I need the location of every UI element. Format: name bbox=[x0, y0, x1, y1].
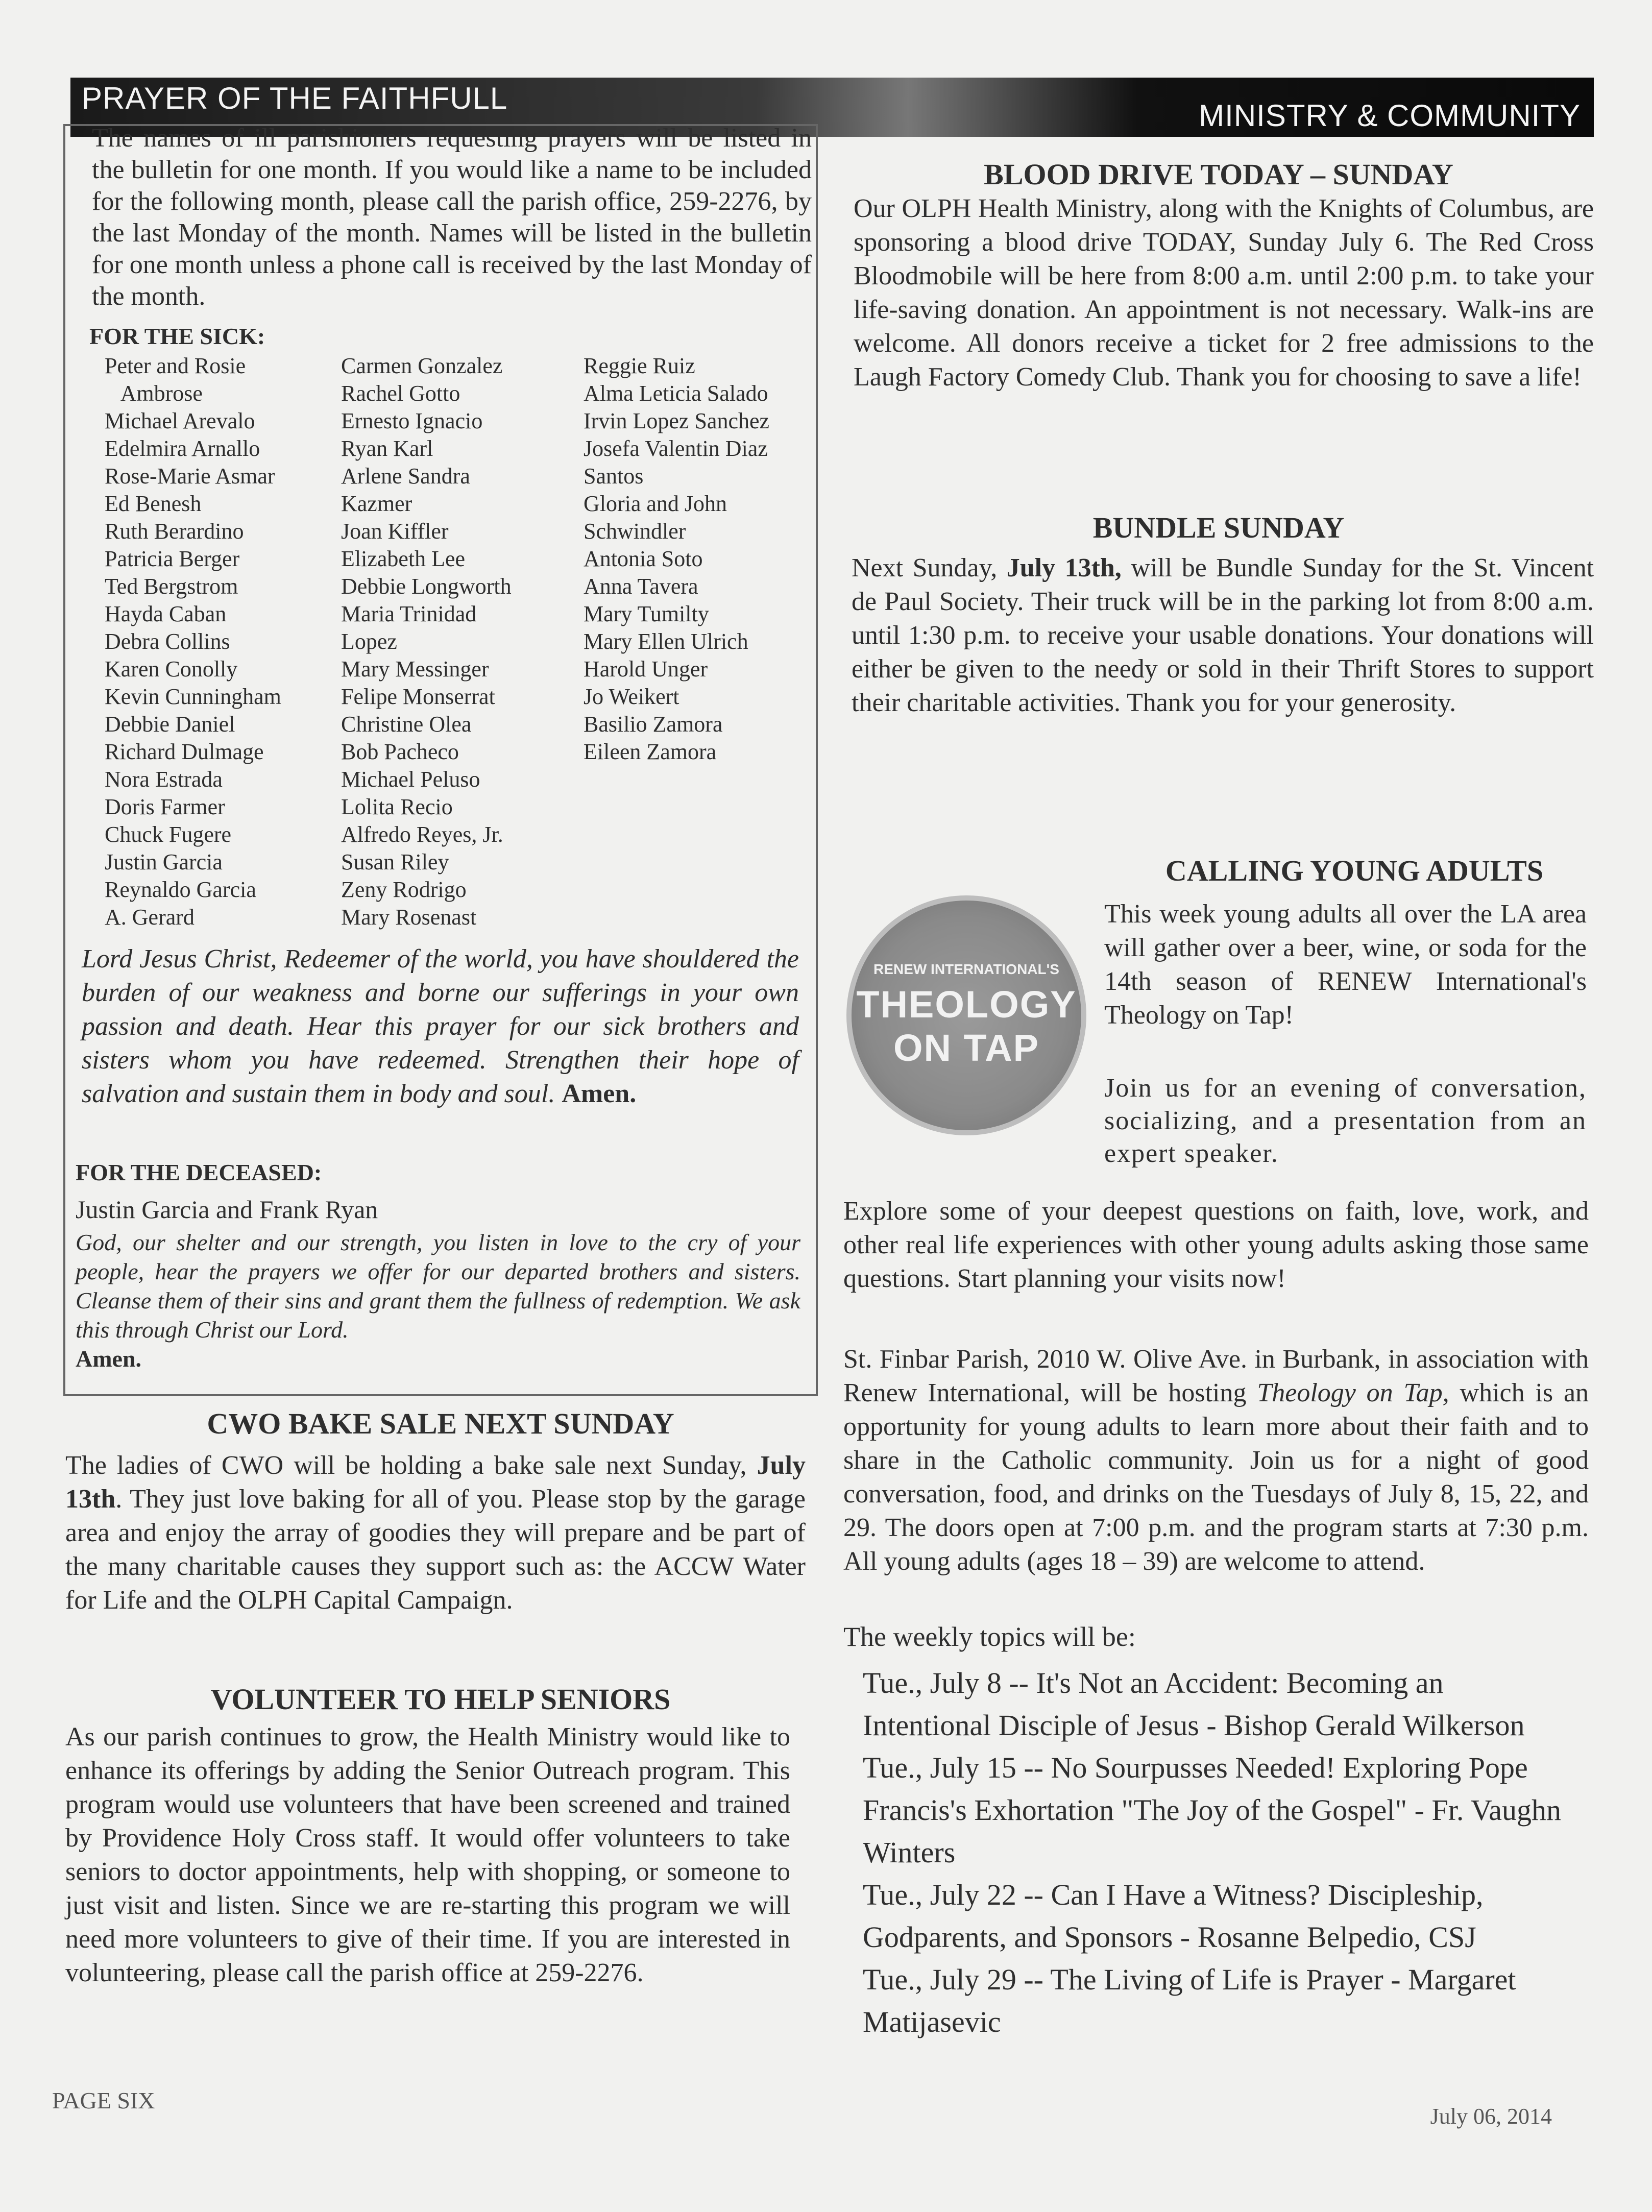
sick-name: Michael Arevalo bbox=[105, 408, 255, 433]
sick-column-3 bbox=[584, 352, 813, 766]
young-adults-heading: CALLING YOUNG ADULTS bbox=[1165, 854, 1544, 887]
volunteer-text: As our parish continues to grow, the Health Ministry would like to enhance its offerings by adding the Senior Outreach program. This program would use volunteers that have been screened and trained by Providence Holy Cross staff. It would offer volunteers to take seniors to doctor appointments, help with shopping, or someone to just visit and listen. Since we are re-starting this program we will need more volunteers to give of their time. If you are interested in volunteering, please call the parish office at 259-2276. bbox=[65, 1722, 790, 1987]
sick-name: Jo Weikert bbox=[584, 684, 679, 709]
sick-name: Eileen Zamora bbox=[584, 739, 717, 764]
sick-name: Karen Conolly bbox=[105, 657, 238, 682]
sick-label: FOR THE SICK: bbox=[89, 323, 265, 349]
sick-name: Bob Pacheco bbox=[341, 739, 459, 764]
sick-name: Hayda Caban bbox=[105, 601, 227, 626]
sick-name: Patricia Berger bbox=[105, 546, 240, 571]
sick-name: A. Gerard bbox=[105, 905, 195, 930]
bundle-heading: BUNDLE SUNDAY bbox=[1092, 511, 1345, 544]
sick-name: Gloria and John bbox=[584, 491, 727, 516]
sick-name: Harold Unger bbox=[584, 657, 708, 682]
topics-label: The weekly topics will be: bbox=[843, 1621, 1136, 1652]
topic-item: Tue., July 15 -- No Sourpusses Needed! Exploring Pope Francis's Exhortation "The Joy of the Gospel" - Fr. Vaughn Winters bbox=[863, 1751, 1562, 1869]
sick-name: Reggie Ruiz bbox=[584, 353, 695, 378]
sick-name: Rachel Gotto bbox=[341, 381, 460, 406]
sick-name: Alfredo Reyes, Jr. bbox=[341, 822, 503, 847]
deceased-prayer: God, our shelter and our strength, you listen in love to the cry of your people, hear the prayers we offer for our departed brothers and sisters. Cleanse them of their sins and grant them the fullness of redemption. We ask this through Christ our Lord. Amen. bbox=[76, 1229, 800, 1372]
sick-name: Felipe Monserrat bbox=[341, 684, 495, 709]
topic-item: Tue., July 29 -- The Living of Life is Prayer - Margaret Matijasevic bbox=[863, 1963, 1516, 2038]
sick-name: Maria Trinidad bbox=[341, 601, 477, 626]
sick-name: Anna Tavera bbox=[584, 574, 698, 599]
sick-name: Mary Ellen Ulrich bbox=[584, 629, 748, 654]
sick-name: Joan Kiffler bbox=[341, 519, 449, 544]
sick-name: Peter and Rosie bbox=[105, 353, 246, 378]
volunteer-heading: VOLUNTEER TO HELP SENIORS bbox=[210, 1683, 671, 1716]
blood-drive-text: Our OLPH Health Ministry, along with the Knights of Columbus, are sponsoring a blood drive TODAY, Sunday July 6. The Red Cross Bloodmobile will be here from 8:00 a.m. until 2:00 p.m. to take your life-saving donation. An appointment is not necessary. Walk-ins are welcome. All donors receive a ticket for 2 free admissions to the Laugh Factory Comedy Club. Thank you for choosing to save a life! bbox=[854, 194, 1594, 392]
sick-prayer: Lord Jesus Christ, Redeemer of the world, you have shouldered the burden of our weakness and borne our sufferings in your own passion and death. Hear this prayer for our sick brothers and sisters whom you have redeemed. Strengthen their hope of salvation and sustain them in body and soul. Amen. bbox=[82, 944, 799, 1108]
logo-line2: ON TAP bbox=[893, 1027, 1040, 1069]
sick-name: Irvin Lopez Sanchez bbox=[584, 408, 770, 433]
sick-name: Reynaldo Garcia bbox=[105, 877, 256, 902]
cwo-heading: CWO BAKE SALE NEXT SUNDAY bbox=[207, 1407, 674, 1440]
logo-line1: THEOLOGY bbox=[856, 983, 1077, 1026]
sick-name: Nora Estrada bbox=[105, 767, 223, 792]
topics-list bbox=[863, 1662, 1577, 2043]
sick-name: Ed Benesh bbox=[105, 491, 202, 516]
sick-name: Debbie Daniel bbox=[105, 712, 235, 737]
cwo-text: The ladies of CWO will be holding a bake sale next Sunday, July 13th. They just love baking for all of you. Please stop by the garage area and enjoy the array of goodies they will prepare and be part of the many charitable causes they support such as: the ACCW Water for Life and the OLPH Capital Campaign. bbox=[65, 1451, 806, 1615]
sick-name: Zeny Rodrigo bbox=[341, 877, 467, 902]
sick-name: Kevin Cunningham bbox=[105, 684, 281, 709]
sick-name: Arlene Sandra bbox=[341, 464, 470, 489]
sick-name: Lopez bbox=[341, 629, 397, 654]
sick-name: Justin Garcia bbox=[105, 849, 223, 874]
sick-name: Michael Peluso bbox=[341, 767, 480, 792]
bundle-text: Next Sunday, July 13th, will be Bundle Sunday for the St. Vincent de Paul Society. Their truck will be in the parking lot from 8:00 a.m. until 1:30 p.m. to receive your usable donations. Your donations will either be given to the needy or sold in their Thrift Stores to support their charitable activities. Thank you for your generosity. bbox=[852, 553, 1594, 717]
sick-name: Mary Rosenast bbox=[341, 905, 477, 930]
sick-name: Ted Bergstrom bbox=[105, 574, 238, 599]
sick-name: Mary Messinger bbox=[341, 657, 489, 682]
sick-name: Ruth Berardino bbox=[105, 519, 244, 544]
prayer-intro: The names of ill parishioners requesting prayers will be listed in the bulletin for one month. If you would like a name to be included for the following month, please call the parish office, 259-2276, by the last Monday of the month. Names will be listed in the bulletin for one month unless a phone call is received by the last Monday of the month. bbox=[92, 124, 812, 311]
logo-top-text: RENEW INTERNATIONAL'S bbox=[873, 961, 1059, 977]
topic-item: Tue., July 8 -- It's Not an Accident: Becoming an Intentional Disciple of Jesus - Bishop Gerald Wilkerson bbox=[863, 1666, 1525, 1742]
sick-name: Mary Tumilty bbox=[584, 601, 709, 626]
deceased-label: FOR THE DECEASED: bbox=[76, 1159, 322, 1185]
sick-name: Ryan Karl bbox=[341, 436, 433, 461]
topic-item: Tue., July 22 -- Can I Have a Witness? Discipleship, Godparents, and Sponsors - Rosanne Belpedio, CSJ bbox=[863, 1878, 1484, 1954]
sick-name: Richard Dulmage bbox=[105, 739, 264, 764]
sick-name: Debbie Longworth bbox=[341, 574, 512, 599]
theology-on-tap-logo bbox=[846, 895, 1086, 1135]
deceased-names: Justin Garcia and Frank Ryan bbox=[76, 1195, 378, 1224]
sick-column-1 bbox=[105, 352, 329, 931]
young-adults-explore: Explore some of your deepest questions on faith, love, work, and other real life experiences with other young adults asking those same questions. Start planning your visits now! bbox=[843, 1197, 1589, 1293]
sick-name: Schwindler bbox=[584, 519, 686, 544]
sick-name: Debra Collins bbox=[105, 629, 230, 654]
blood-drive-heading: BLOOD DRIVE TODAY – SUNDAY bbox=[984, 158, 1453, 191]
sick-column-2 bbox=[341, 352, 576, 931]
sick-name: Elizabeth Lee bbox=[341, 546, 466, 571]
sick-name: Kazmer bbox=[341, 491, 412, 516]
issue-date: July 06, 2014 bbox=[1430, 2104, 1552, 2129]
sick-name: Chuck Fugere bbox=[105, 822, 232, 847]
sick-name: Santos bbox=[584, 464, 644, 489]
ministry-section-title: MINISTRY & COMMUNITY bbox=[1199, 99, 1581, 133]
sick-name: Rose-Marie Asmar bbox=[105, 464, 275, 489]
prayer-section-title: PRAYER OF THE FAITHFULL bbox=[82, 81, 508, 115]
sick-name: Doris Farmer bbox=[105, 794, 225, 819]
st-finbar-text: St. Finbar Parish, 2010 W. Olive Ave. in Burbank, in association with Renew International, will be hosting Theology on Tap, which is an opportunity for young adults to learn more about their faith and to share in the Catholic community. Join us for a night of good conversation, food, and drinks on the Tuesdays of July 8, 15, 22, and 29. The doors open at 7:00 p.m. and the program starts at 7:30 p.m. All young adults (ages 18 – 39) are welcome to attend. bbox=[843, 1345, 1589, 1576]
sick-name: Christine Olea bbox=[341, 712, 472, 737]
sick-name: Ernesto Ignacio bbox=[341, 408, 483, 433]
page-number: PAGE SIX bbox=[52, 2087, 155, 2113]
sick-name: Josefa Valentin Diaz bbox=[584, 436, 768, 461]
sick-name: Alma Leticia Salado bbox=[584, 381, 768, 406]
sick-name: Susan Riley bbox=[341, 849, 449, 874]
young-adults-join: Join us for an evening of conversation, socializing, and a presentation from an expert speaker. bbox=[1104, 1074, 1587, 1168]
sick-name: Antonia Soto bbox=[584, 546, 703, 571]
sick-name: Basilio Zamora bbox=[584, 712, 723, 737]
sick-name: Lolita Recio bbox=[341, 794, 453, 819]
sick-name: Ambrose bbox=[105, 381, 203, 406]
sick-name: Carmen Gonzalez bbox=[341, 353, 503, 378]
young-adults-intro: This week young adults all over the LA area will gather over a beer, wine, or soda for the 14th season of RENEW International's Theology on Tap! bbox=[1104, 900, 1587, 1030]
sick-name: Edelmira Arnallo bbox=[105, 436, 260, 461]
